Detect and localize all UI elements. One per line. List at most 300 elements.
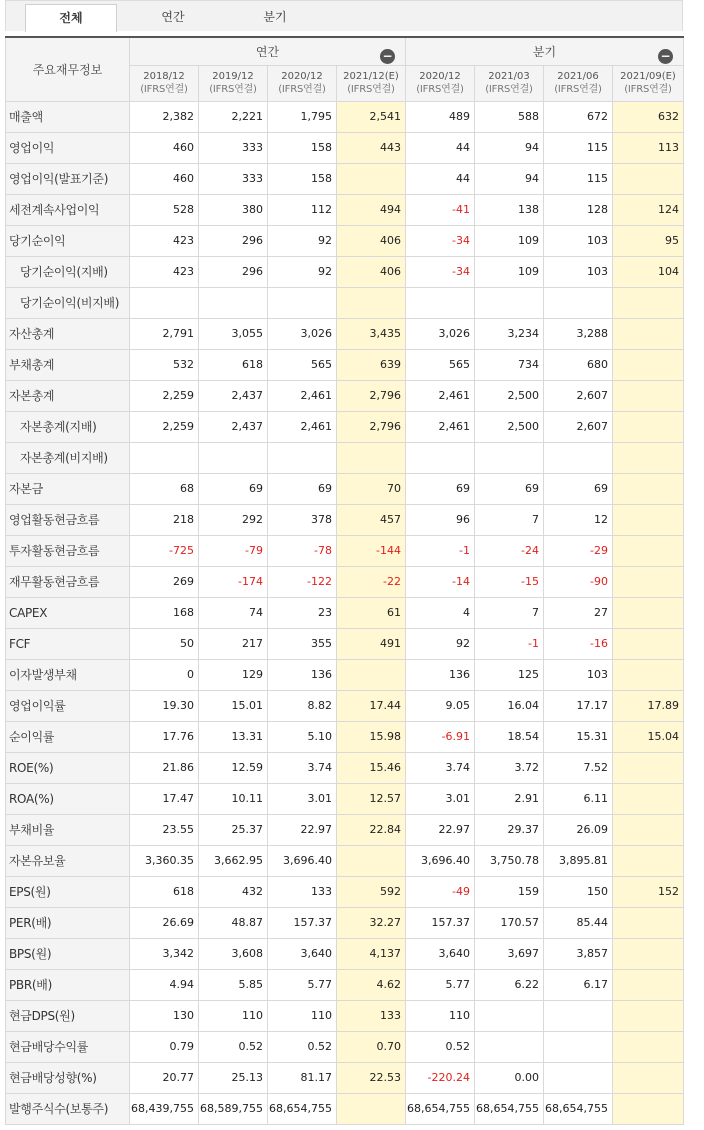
value-cell: 2.91: [475, 783, 544, 814]
value-cell: 158: [268, 132, 337, 163]
value-cell: [544, 442, 613, 473]
value-cell: [613, 1000, 684, 1031]
row-label: 영업이익: [6, 132, 130, 163]
value-cell: 4: [406, 597, 475, 628]
value-cell: [613, 504, 684, 535]
value-cell: 355: [268, 628, 337, 659]
value-cell: [268, 442, 337, 473]
value-cell: 22.97: [268, 814, 337, 845]
financial-summary-table: [5, 36, 684, 1125]
value-cell: 3,697: [475, 938, 544, 969]
value-cell: 3.01: [406, 783, 475, 814]
row-label: 당기순이익(비지배): [6, 287, 130, 318]
value-cell: [613, 969, 684, 1000]
quarter-group-label: 분기: [532, 44, 557, 59]
collapse-annual-icon[interactable]: −: [380, 49, 395, 64]
value-cell: 129: [199, 659, 268, 690]
value-cell: [613, 938, 684, 969]
value-cell: 423: [130, 225, 199, 256]
value-cell: [475, 442, 544, 473]
value-cell: 22.53: [337, 1062, 406, 1093]
value-cell: 68,589,755: [199, 1093, 268, 1124]
row-label: BPS(원): [6, 938, 130, 969]
value-cell: [613, 628, 684, 659]
value-cell: 460: [130, 132, 199, 163]
value-cell: -29: [544, 535, 613, 566]
table-row: [6, 907, 684, 938]
value-cell: 112: [268, 194, 337, 225]
value-cell: 68,654,755: [475, 1093, 544, 1124]
value-cell: 6.11: [544, 783, 613, 814]
period-label: 2021/03: [488, 71, 530, 82]
value-cell: 3,696.40: [268, 845, 337, 876]
value-cell: 5.10: [268, 721, 337, 752]
row-label: 자산총계: [6, 318, 130, 349]
annual-group-label: 연간: [255, 44, 280, 59]
value-cell: [130, 442, 199, 473]
value-cell: -22: [337, 566, 406, 597]
row-label: 자본유보율: [6, 845, 130, 876]
row-label: FCF: [6, 628, 130, 659]
accounting-basis-label: (IFRS연결): [485, 84, 533, 95]
value-cell: 13.31: [199, 721, 268, 752]
value-cell: [337, 442, 406, 473]
value-cell: 2,796: [337, 380, 406, 411]
value-cell: [337, 845, 406, 876]
value-cell: [544, 287, 613, 318]
tab-quarter[interactable]: 분기: [263, 10, 287, 24]
value-cell: 218: [130, 504, 199, 535]
value-cell: 3,435: [337, 318, 406, 349]
value-cell: 18.54: [475, 721, 544, 752]
row-label: 영업이익(발표기준): [6, 163, 130, 194]
value-cell: 2,607: [544, 411, 613, 442]
value-cell: 6.22: [475, 969, 544, 1000]
table-row: [6, 690, 684, 721]
period-label: 2021/09(E): [620, 71, 676, 82]
row-label: CAPEX: [6, 597, 130, 628]
row-label: 부채총계: [6, 349, 130, 380]
value-cell: 92: [268, 256, 337, 287]
value-cell: 74: [199, 597, 268, 628]
value-cell: 5.77: [268, 969, 337, 1000]
table-row: [6, 411, 684, 442]
value-cell: 81.17: [268, 1062, 337, 1093]
value-cell: 3,055: [199, 318, 268, 349]
value-cell: 69: [406, 473, 475, 504]
row-label: 자본총계(지배): [6, 411, 130, 442]
row-label: 현금배당수익률: [6, 1031, 130, 1062]
value-cell: 588: [475, 101, 544, 132]
table-row: [6, 969, 684, 1000]
table-row: [6, 163, 684, 194]
value-cell: 152: [613, 876, 684, 907]
value-cell: 10.11: [199, 783, 268, 814]
value-cell: 2,607: [544, 380, 613, 411]
value-cell: [475, 1000, 544, 1031]
value-cell: 25.37: [199, 814, 268, 845]
table-row: [6, 783, 684, 814]
table-row: [6, 1062, 684, 1093]
period-label: 2021/12(E): [343, 71, 399, 82]
table-row: [6, 628, 684, 659]
value-cell: 7: [475, 597, 544, 628]
value-cell: 125: [475, 659, 544, 690]
value-cell: 3.01: [268, 783, 337, 814]
value-cell: 460: [130, 163, 199, 194]
value-cell: [613, 163, 684, 194]
value-cell: 296: [199, 256, 268, 287]
value-cell: 7.52: [544, 752, 613, 783]
row-label: 당기순이익: [6, 225, 130, 256]
value-cell: 2,382: [130, 101, 199, 132]
value-cell: 25.13: [199, 1062, 268, 1093]
value-cell: -6.91: [406, 721, 475, 752]
accounting-basis-label: (IFRS연결): [347, 84, 395, 95]
value-cell: 0.00: [475, 1062, 544, 1093]
value-cell: 2,437: [199, 380, 268, 411]
quarter-group-header: [406, 37, 684, 65]
value-cell: 565: [406, 349, 475, 380]
value-cell: 17.17: [544, 690, 613, 721]
row-label: 부채비율: [6, 814, 130, 845]
value-cell: [544, 1031, 613, 1062]
row-label: 순이익률: [6, 721, 130, 752]
row-label: PER(배): [6, 907, 130, 938]
tab-annual[interactable]: 연간: [161, 10, 185, 24]
value-cell: 5.85: [199, 969, 268, 1000]
value-cell: [613, 473, 684, 504]
value-cell: -34: [406, 256, 475, 287]
table-row: [6, 535, 684, 566]
value-cell: 26.09: [544, 814, 613, 845]
value-cell: 3,342: [130, 938, 199, 969]
accounting-basis-label: (IFRS연결): [278, 84, 326, 95]
value-cell: [199, 442, 268, 473]
value-cell: 3.74: [406, 752, 475, 783]
period-header: [130, 65, 199, 101]
value-cell: 2,259: [130, 380, 199, 411]
value-cell: 68,654,755: [406, 1093, 475, 1124]
value-cell: 133: [337, 1000, 406, 1031]
value-cell: 2,221: [199, 101, 268, 132]
value-cell: -14: [406, 566, 475, 597]
value-cell: 21.86: [130, 752, 199, 783]
row-label: 영업이익률: [6, 690, 130, 721]
table-row: [6, 194, 684, 225]
value-cell: -220.24: [406, 1062, 475, 1093]
value-cell: 17.89: [613, 690, 684, 721]
value-cell: 3,640: [268, 938, 337, 969]
value-cell: 110: [406, 1000, 475, 1031]
row-label: PBR(배): [6, 969, 130, 1000]
value-cell: 110: [199, 1000, 268, 1031]
value-cell: 3,360.35: [130, 845, 199, 876]
table-row: [6, 473, 684, 504]
value-cell: 0.52: [406, 1031, 475, 1062]
value-cell: 0.79: [130, 1031, 199, 1062]
value-cell: 17.76: [130, 721, 199, 752]
period-header: [475, 65, 544, 101]
value-cell: 68,439,755: [130, 1093, 199, 1124]
value-cell: 32.27: [337, 907, 406, 938]
period-header: [199, 65, 268, 101]
table-row: [6, 752, 684, 783]
value-cell: 85.44: [544, 907, 613, 938]
value-cell: [406, 442, 475, 473]
value-cell: 15.46: [337, 752, 406, 783]
period-header: [613, 65, 684, 101]
value-cell: [613, 845, 684, 876]
value-cell: [130, 287, 199, 318]
value-cell: 292: [199, 504, 268, 535]
value-cell: 3,288: [544, 318, 613, 349]
value-cell: 23: [268, 597, 337, 628]
value-cell: 68: [130, 473, 199, 504]
value-cell: 157.37: [406, 907, 475, 938]
row-label: EPS(원): [6, 876, 130, 907]
value-cell: 27: [544, 597, 613, 628]
value-cell: [337, 1093, 406, 1124]
value-cell: [544, 1000, 613, 1031]
value-cell: 15.31: [544, 721, 613, 752]
row-label: 자본총계(비지배): [6, 442, 130, 473]
value-cell: 457: [337, 504, 406, 535]
period-header: [268, 65, 337, 101]
value-cell: 333: [199, 163, 268, 194]
value-cell: 44: [406, 163, 475, 194]
value-cell: 5.77: [406, 969, 475, 1000]
value-cell: 3,662.95: [199, 845, 268, 876]
value-cell: 734: [475, 349, 544, 380]
value-cell: 50: [130, 628, 199, 659]
row-label: 이자발생부채: [6, 659, 130, 690]
value-cell: -174: [199, 566, 268, 597]
period-label: 2018/12: [143, 71, 185, 82]
table-row: [6, 504, 684, 535]
value-cell: 19.30: [130, 690, 199, 721]
row-label: 자본총계: [6, 380, 130, 411]
value-cell: 0: [130, 659, 199, 690]
value-cell: [613, 1031, 684, 1062]
value-cell: 406: [337, 256, 406, 287]
table-row: [6, 1031, 684, 1062]
row-label: 당기순이익(지배): [6, 256, 130, 287]
value-cell: 15.98: [337, 721, 406, 752]
table-row: [6, 132, 684, 163]
period-header: [406, 65, 475, 101]
value-cell: 15.01: [199, 690, 268, 721]
value-cell: 158: [268, 163, 337, 194]
value-cell: [613, 380, 684, 411]
value-cell: 378: [268, 504, 337, 535]
value-cell: 136: [268, 659, 337, 690]
value-cell: 150: [544, 876, 613, 907]
value-cell: 103: [544, 659, 613, 690]
value-cell: -34: [406, 225, 475, 256]
table-row: [6, 876, 684, 907]
value-cell: 8.82: [268, 690, 337, 721]
value-cell: 48.87: [199, 907, 268, 938]
row-label: 현금배당성향(%): [6, 1062, 130, 1093]
value-cell: 61: [337, 597, 406, 628]
value-cell: [613, 535, 684, 566]
value-cell: 2,461: [268, 380, 337, 411]
value-cell: [613, 1093, 684, 1124]
row-label: 세전계속사업이익: [6, 194, 130, 225]
value-cell: 7: [475, 504, 544, 535]
table-row: [6, 659, 684, 690]
accounting-basis-label: (IFRS연결): [140, 84, 188, 95]
value-cell: 115: [544, 132, 613, 163]
table-row: [6, 380, 684, 411]
value-cell: -16: [544, 628, 613, 659]
value-cell: 3.72: [475, 752, 544, 783]
row-label: 자본금: [6, 473, 130, 504]
value-cell: [613, 1062, 684, 1093]
value-cell: 3,026: [406, 318, 475, 349]
value-cell: 29.37: [475, 814, 544, 845]
value-cell: 4.94: [130, 969, 199, 1000]
value-cell: 109: [475, 256, 544, 287]
value-cell: 124: [613, 194, 684, 225]
value-cell: [475, 287, 544, 318]
value-cell: [613, 907, 684, 938]
value-cell: 22.97: [406, 814, 475, 845]
row-label: ROE(%): [6, 752, 130, 783]
value-cell: [613, 566, 684, 597]
value-cell: [613, 442, 684, 473]
value-cell: [613, 752, 684, 783]
value-cell: 12.57: [337, 783, 406, 814]
value-cell: 2,541: [337, 101, 406, 132]
row-label: ROA(%): [6, 783, 130, 814]
table-row: [6, 442, 684, 473]
value-cell: 103: [544, 256, 613, 287]
value-cell: 4,137: [337, 938, 406, 969]
value-cell: 6.17: [544, 969, 613, 1000]
value-cell: 333: [199, 132, 268, 163]
value-cell: 3,026: [268, 318, 337, 349]
table-row: [6, 225, 684, 256]
period-header: [544, 65, 613, 101]
tab-all[interactable]: 전체: [25, 4, 117, 32]
value-cell: 68,654,755: [268, 1093, 337, 1124]
value-cell: 1,795: [268, 101, 337, 132]
value-cell: 95: [613, 225, 684, 256]
value-cell: 69: [544, 473, 613, 504]
value-cell: 92: [268, 225, 337, 256]
value-cell: 2,437: [199, 411, 268, 442]
collapse-quarter-icon[interactable]: −: [658, 49, 673, 64]
value-cell: 69: [199, 473, 268, 504]
value-cell: [475, 1031, 544, 1062]
value-cell: 3,608: [199, 938, 268, 969]
value-cell: 0.52: [268, 1031, 337, 1062]
value-cell: 70: [337, 473, 406, 504]
value-cell: 138: [475, 194, 544, 225]
value-cell: 12.59: [199, 752, 268, 783]
value-cell: 136: [406, 659, 475, 690]
value-cell: [337, 163, 406, 194]
value-cell: [337, 287, 406, 318]
value-cell: 2,461: [268, 411, 337, 442]
value-cell: 44: [406, 132, 475, 163]
value-cell: [199, 287, 268, 318]
value-cell: 443: [337, 132, 406, 163]
value-cell: [337, 659, 406, 690]
value-cell: 15.04: [613, 721, 684, 752]
value-cell: 2,500: [475, 411, 544, 442]
value-cell: 489: [406, 101, 475, 132]
value-cell: 680: [544, 349, 613, 380]
row-label: 매출액: [6, 101, 130, 132]
value-cell: 3.74: [268, 752, 337, 783]
value-cell: [613, 349, 684, 380]
table-row: [6, 845, 684, 876]
accounting-basis-label: (IFRS연결): [554, 84, 602, 95]
value-cell: 17.44: [337, 690, 406, 721]
value-cell: 672: [544, 101, 613, 132]
value-cell: -15: [475, 566, 544, 597]
value-cell: 3,234: [475, 318, 544, 349]
value-cell: [613, 814, 684, 845]
value-cell: 2,791: [130, 318, 199, 349]
period-label: 2019/12: [212, 71, 254, 82]
value-cell: 639: [337, 349, 406, 380]
value-cell: -24: [475, 535, 544, 566]
value-cell: [613, 659, 684, 690]
table-corner-header: 주요재무정보: [6, 37, 130, 101]
table-row: [6, 721, 684, 752]
value-cell: 217: [199, 628, 268, 659]
value-cell: 0.52: [199, 1031, 268, 1062]
value-cell: 4.62: [337, 969, 406, 1000]
value-cell: 133: [268, 876, 337, 907]
value-cell: 9.05: [406, 690, 475, 721]
row-label: 재무활동현금흐름: [6, 566, 130, 597]
value-cell: 22.84: [337, 814, 406, 845]
table-row: [6, 938, 684, 969]
value-cell: 296: [199, 225, 268, 256]
period-label: 2021/06: [557, 71, 599, 82]
value-cell: [406, 287, 475, 318]
value-cell: [613, 597, 684, 628]
value-cell: -79: [199, 535, 268, 566]
table-row: [6, 814, 684, 845]
value-cell: [613, 783, 684, 814]
value-cell: -90: [544, 566, 613, 597]
value-cell: -144: [337, 535, 406, 566]
value-cell: 491: [337, 628, 406, 659]
value-cell: -122: [268, 566, 337, 597]
value-cell: 2,259: [130, 411, 199, 442]
table-row: [6, 566, 684, 597]
value-cell: 92: [406, 628, 475, 659]
value-cell: [613, 318, 684, 349]
value-cell: 3,895.81: [544, 845, 613, 876]
value-cell: 113: [613, 132, 684, 163]
value-cell: 20.77: [130, 1062, 199, 1093]
value-cell: 68,654,755: [544, 1093, 613, 1124]
value-cell: -1: [475, 628, 544, 659]
value-cell: 269: [130, 566, 199, 597]
value-cell: 432: [199, 876, 268, 907]
value-cell: 565: [268, 349, 337, 380]
value-cell: 2,500: [475, 380, 544, 411]
value-cell: 3,750.78: [475, 845, 544, 876]
value-cell: 592: [337, 876, 406, 907]
